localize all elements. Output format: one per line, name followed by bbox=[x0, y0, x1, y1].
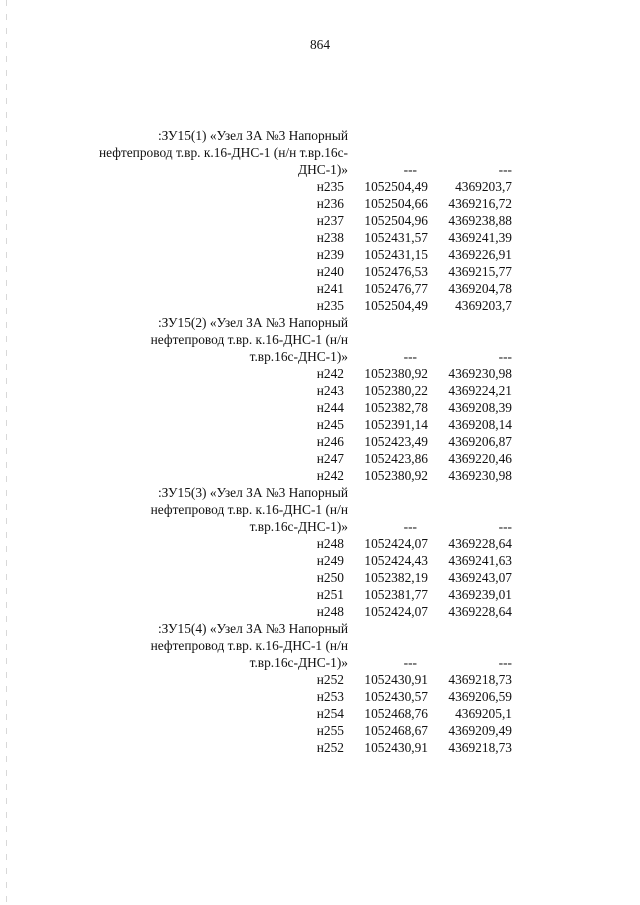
x-coordinate: 1052468,67 bbox=[364, 723, 428, 738]
y-coordinate: 4369241,63 bbox=[448, 553, 512, 568]
coordinate-row bbox=[0, 280, 640, 297]
coordinate-row bbox=[0, 229, 640, 246]
x-coordinate: 1052430,91 bbox=[364, 740, 428, 755]
point-id: н248 bbox=[316, 604, 344, 619]
y-coordinate: 4369243,07 bbox=[448, 570, 512, 585]
y-coordinate: 4369203,7 bbox=[455, 298, 512, 313]
x-coordinate: 1052430,91 bbox=[364, 672, 428, 687]
x-coordinate: 1052504,96 bbox=[364, 213, 428, 228]
x-coordinate: 1052423,49 bbox=[364, 434, 428, 449]
y-coordinate: 4369228,64 bbox=[448, 536, 512, 551]
section-title-line: т.вр.16с-ДНС-1)» bbox=[249, 349, 348, 364]
empty-y-dash: --- bbox=[498, 162, 512, 177]
y-coordinate: 4369215,77 bbox=[448, 264, 512, 279]
coordinate-row bbox=[0, 467, 640, 484]
empty-x-dash: --- bbox=[403, 349, 417, 364]
empty-x-dash: --- bbox=[403, 162, 417, 177]
parcel-section bbox=[0, 127, 640, 314]
y-coordinate: 4369206,87 bbox=[448, 434, 512, 449]
section-title-line: :ЗУ15(1) «Узел ЗА №3 Напорный bbox=[157, 128, 348, 143]
coordinate-row bbox=[0, 586, 640, 603]
y-coordinate: 4369226,91 bbox=[448, 247, 512, 262]
coordinate-row bbox=[0, 178, 640, 195]
coordinate-row bbox=[0, 365, 640, 382]
point-id: н252 bbox=[316, 672, 344, 687]
x-coordinate: 1052476,77 bbox=[364, 281, 428, 296]
point-id: н251 bbox=[316, 587, 344, 602]
empty-y-dash: --- bbox=[498, 655, 512, 670]
y-coordinate: 4369239,01 bbox=[448, 587, 512, 602]
coordinate-row bbox=[0, 671, 640, 688]
point-id: н253 bbox=[316, 689, 344, 704]
y-coordinate: 4369224,21 bbox=[448, 383, 512, 398]
parcel-section bbox=[0, 620, 640, 756]
coordinate-sections bbox=[0, 127, 640, 756]
point-id: н255 bbox=[316, 723, 344, 738]
x-coordinate: 1052424,07 bbox=[364, 536, 428, 551]
parcel-section bbox=[0, 484, 640, 620]
x-coordinate: 1052380,92 bbox=[364, 468, 428, 483]
point-id: н237 bbox=[316, 213, 344, 228]
section-title-line: :ЗУ15(2) «Узел ЗА №3 Напорный bbox=[157, 315, 348, 330]
section-title-line: т.вр.16с-ДНС-1)» bbox=[249, 655, 348, 670]
section-title-line: нефтепровод т.вр. к.16-ДНС-1 (н/н bbox=[150, 502, 348, 517]
empty-x-dash: --- bbox=[403, 519, 417, 534]
x-coordinate: 1052424,43 bbox=[364, 553, 428, 568]
x-coordinate: 1052504,49 bbox=[364, 179, 428, 194]
x-coordinate: 1052382,78 bbox=[364, 400, 428, 415]
y-coordinate: 4369216,72 bbox=[448, 196, 512, 211]
x-coordinate: 1052476,53 bbox=[364, 264, 428, 279]
y-coordinate: 4369208,14 bbox=[448, 417, 512, 432]
coordinate-row bbox=[0, 552, 640, 569]
x-coordinate: 1052380,22 bbox=[364, 383, 428, 398]
coordinate-row bbox=[0, 705, 640, 722]
empty-y-dash: --- bbox=[498, 349, 512, 364]
section-title-line: ДНС-1)» bbox=[297, 162, 348, 177]
point-id: н245 bbox=[316, 417, 344, 432]
x-coordinate: 1052380,92 bbox=[364, 366, 428, 381]
coordinate-row bbox=[0, 535, 640, 552]
section-title-line: нефтепровод т.вр. к.16-ДНС-1 (н/н т.вр.16с- bbox=[98, 145, 348, 160]
coordinate-row bbox=[0, 433, 640, 450]
point-id: н239 bbox=[316, 247, 344, 262]
y-coordinate: 4369209,49 bbox=[448, 723, 512, 738]
x-coordinate: 1052431,15 bbox=[364, 247, 428, 262]
x-coordinate: 1052423,86 bbox=[364, 451, 428, 466]
point-id: н249 bbox=[316, 553, 344, 568]
point-id: н235 bbox=[316, 298, 344, 313]
parcel-section bbox=[0, 314, 640, 484]
coordinate-row bbox=[0, 246, 640, 263]
point-id: н246 bbox=[316, 434, 344, 449]
point-id: н235 bbox=[316, 179, 344, 194]
section-title-line: т.вр.16с-ДНС-1)» bbox=[249, 519, 348, 534]
point-id: н243 bbox=[316, 383, 344, 398]
point-id: н244 bbox=[316, 400, 344, 415]
y-coordinate: 4369241,39 bbox=[448, 230, 512, 245]
x-coordinate: 1052382,19 bbox=[364, 570, 428, 585]
point-id: н250 bbox=[316, 570, 344, 585]
coordinate-row bbox=[0, 603, 640, 620]
coordinate-row bbox=[0, 195, 640, 212]
section-title-line: нефтепровод т.вр. к.16-ДНС-1 (н/н bbox=[150, 638, 348, 653]
y-coordinate: 4369208,39 bbox=[448, 400, 512, 415]
coordinate-row bbox=[0, 212, 640, 229]
y-coordinate: 4369204,78 bbox=[448, 281, 512, 296]
x-coordinate: 1052430,57 bbox=[364, 689, 428, 704]
x-coordinate: 1052504,66 bbox=[364, 196, 428, 211]
coordinate-row bbox=[0, 399, 640, 416]
y-coordinate: 4369220,46 bbox=[448, 451, 512, 466]
x-coordinate: 1052424,07 bbox=[364, 604, 428, 619]
section-title-line: :ЗУ15(3) «Узел ЗА №3 Напорный bbox=[157, 485, 348, 500]
point-id: н240 bbox=[316, 264, 344, 279]
page-number: 864 bbox=[309, 37, 331, 52]
coordinate-row bbox=[0, 263, 640, 280]
section-title-line: :ЗУ15(4) «Узел ЗА №3 Напорный bbox=[157, 621, 348, 636]
y-coordinate: 4369238,88 bbox=[448, 213, 512, 228]
x-coordinate: 1052504,49 bbox=[364, 298, 428, 313]
y-coordinate: 4369218,73 bbox=[448, 740, 512, 755]
x-coordinate: 1052381,77 bbox=[364, 587, 428, 602]
point-id: н247 bbox=[316, 451, 344, 466]
coordinate-row bbox=[0, 416, 640, 433]
y-coordinate: 4369203,7 bbox=[455, 179, 512, 194]
point-id: н242 bbox=[316, 366, 344, 381]
coordinate-row bbox=[0, 739, 640, 756]
x-coordinate: 1052468,76 bbox=[364, 706, 428, 721]
point-id: н236 bbox=[316, 196, 344, 211]
point-id: н252 bbox=[316, 740, 344, 755]
point-id: н241 bbox=[316, 281, 344, 296]
point-id: н248 bbox=[316, 536, 344, 551]
empty-x-dash: --- bbox=[403, 655, 417, 670]
y-coordinate: 4369228,64 bbox=[448, 604, 512, 619]
y-coordinate: 4369230,98 bbox=[448, 468, 512, 483]
point-id: н238 bbox=[316, 230, 344, 245]
empty-y-dash: --- bbox=[498, 519, 512, 534]
point-id: н254 bbox=[316, 706, 344, 721]
coordinate-row bbox=[0, 569, 640, 586]
coordinate-row bbox=[0, 382, 640, 399]
x-coordinate: 1052391,14 bbox=[364, 417, 428, 432]
y-coordinate: 4369218,73 bbox=[448, 672, 512, 687]
y-coordinate: 4369205,1 bbox=[455, 706, 512, 721]
y-coordinate: 4369230,98 bbox=[448, 366, 512, 381]
coordinate-row bbox=[0, 688, 640, 705]
coordinate-row bbox=[0, 450, 640, 467]
section-title-line: нефтепровод т.вр. к.16-ДНС-1 (н/н bbox=[150, 332, 348, 347]
coordinate-row bbox=[0, 722, 640, 739]
x-coordinate: 1052431,57 bbox=[364, 230, 428, 245]
y-coordinate: 4369206,59 bbox=[448, 689, 512, 704]
point-id: н242 bbox=[316, 468, 344, 483]
coordinate-row bbox=[0, 297, 640, 314]
